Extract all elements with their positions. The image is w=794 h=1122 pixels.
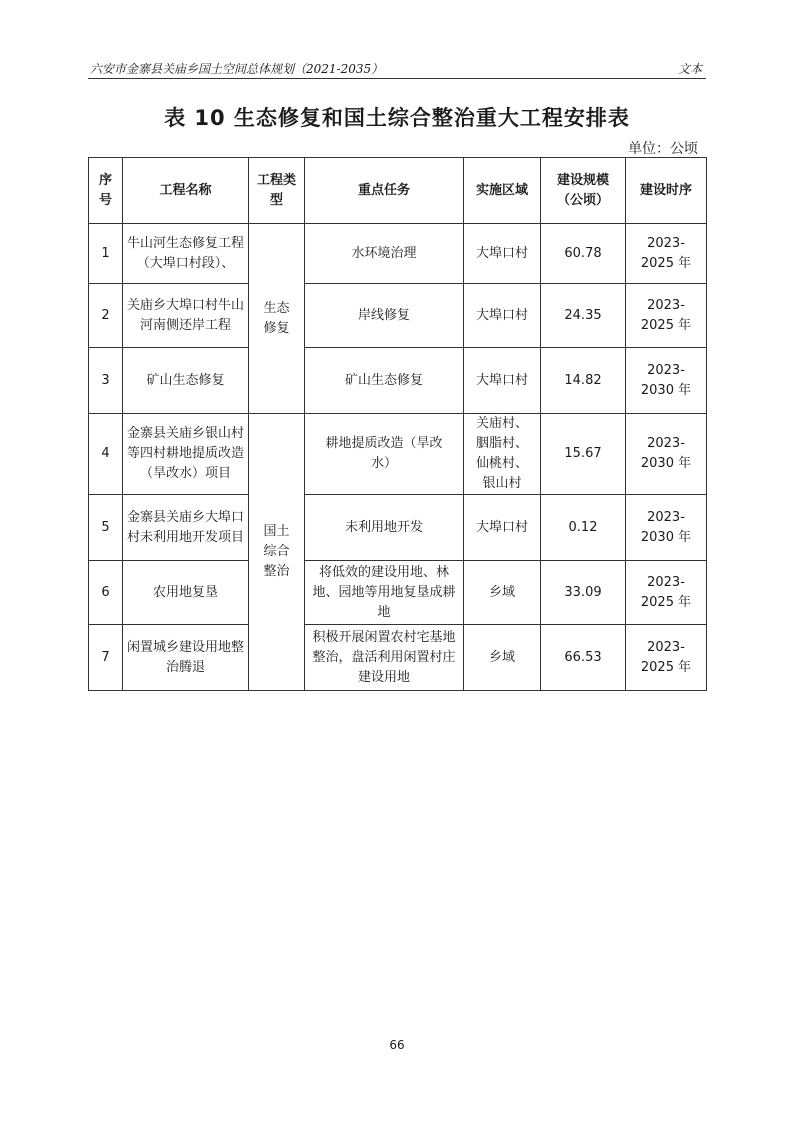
page-number: 66 (389, 1038, 405, 1052)
cell-period: 2023-2025 年 (626, 625, 707, 691)
cell-task: 岸线修复 (305, 284, 464, 348)
cell-period: 2023-2025 年 (626, 224, 707, 284)
cell-name: 闲置城乡建设用地整治腾退 (123, 625, 249, 691)
cell-type-eco: 生态修复 (249, 224, 305, 414)
cell-type-land: 国土综合整治 (249, 414, 305, 691)
cell-no: 6 (89, 561, 123, 625)
cell-no: 5 (89, 495, 123, 561)
col-header-task: 重点任务 (305, 158, 464, 224)
cell-no: 4 (89, 414, 123, 495)
cell-name: 矿山生态修复 (123, 348, 249, 414)
col-header-area: 实施区域 (464, 158, 541, 224)
cell-scale: 0.12 (541, 495, 626, 561)
cell-area: 乡域 (464, 625, 541, 691)
cell-period: 2023-2025 年 (626, 561, 707, 625)
cell-task: 积极开展闲置农村宅基地整治，盘活利用闲置村庄建设用地 (305, 625, 464, 691)
col-header-period: 建设时序 (626, 158, 707, 224)
cell-area: 大埠口村 (464, 348, 541, 414)
cell-scale: 14.82 (541, 348, 626, 414)
cell-period: 2023-2025 年 (626, 284, 707, 348)
cell-period: 2023-2030 年 (626, 348, 707, 414)
cell-scale: 24.35 (541, 284, 626, 348)
cell-area: 乡域 (464, 561, 541, 625)
page-header (88, 58, 706, 79)
cell-task: 耕地提质改造（旱改水） (305, 414, 464, 495)
table-row (89, 625, 707, 691)
cell-task: 未利用地开发 (305, 495, 464, 561)
cell-name: 金寨县关庙乡银山村等四村耕地提质改造（旱改水）项目 (123, 414, 249, 495)
cell-name: 牛山河生态修复工程（大埠口村段）、 (123, 224, 249, 284)
col-header-type: 工程类型 (249, 158, 305, 224)
cell-area: 大埠口村 (464, 495, 541, 561)
cell-name: 金寨县关庙乡大埠口村未利用地开发项目 (123, 495, 249, 561)
table-row (89, 414, 707, 495)
cell-name: 农用地复垦 (123, 561, 249, 625)
cell-no: 3 (89, 348, 123, 414)
cell-name: 关庙乡大埠口村牛山河南侧还岸工程 (123, 284, 249, 348)
cell-scale: 33.09 (541, 561, 626, 625)
cell-no: 2 (89, 284, 123, 348)
cell-period: 2023-2030 年 (626, 495, 707, 561)
cell-no: 7 (89, 625, 123, 691)
cell-scale: 66.53 (541, 625, 626, 691)
unit-label: 单位：公顷 (628, 141, 698, 157)
cell-task: 矿山生态修复 (305, 348, 464, 414)
table-title: 表 10 生态修复和国土综合整治重大工程安排表 (164, 106, 630, 130)
table-row (89, 284, 707, 348)
cell-scale: 60.78 (541, 224, 626, 284)
col-header-name: 工程名称 (123, 158, 249, 224)
table-row (89, 495, 707, 561)
cell-scale: 15.67 (541, 414, 626, 495)
cell-area: 关庙村、胭脂村、仙桃村、银山村 (464, 414, 541, 495)
col-header-no: 序号 (89, 158, 123, 224)
table-header-row (89, 158, 707, 224)
cell-area: 大埠口村 (464, 224, 541, 284)
cell-area: 大埠口村 (464, 284, 541, 348)
table-row (89, 348, 707, 414)
project-table (88, 157, 707, 691)
header-tag: 文本 (677, 62, 702, 76)
table-row (89, 224, 707, 284)
col-header-scale: 建设规模（公顷） (541, 158, 626, 224)
cell-no: 1 (89, 224, 123, 284)
table-row (89, 561, 707, 625)
cell-task: 水环境治理 (305, 224, 464, 284)
header-title: 六安市金寨县关庙乡国土空间总体规划（2021-2035） (90, 62, 384, 76)
cell-task: 将低效的建设用地、林地、园地等用地复垦成耕地 (305, 561, 464, 625)
cell-period: 2023-2030 年 (626, 414, 707, 495)
